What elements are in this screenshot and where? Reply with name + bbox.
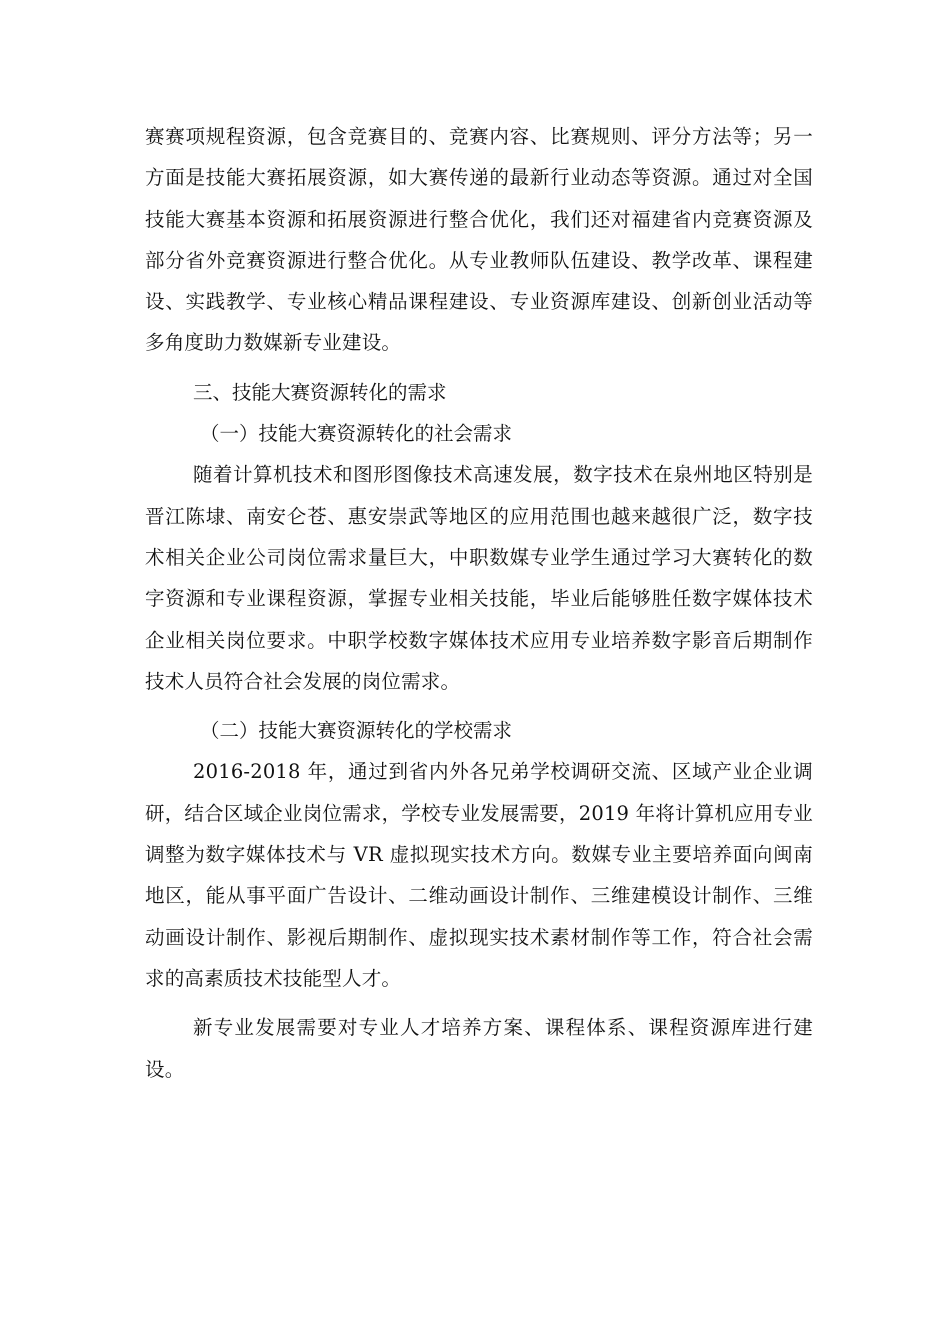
spacer xyxy=(145,702,813,710)
paragraph-school-demand: 2016-2018 年，通过到省内外各兄弟学校调研交流、区域产业企业调研，结合区域企业岗位需求，学校专业发展需要，2019 年将计算机应用专业调整为数字媒体技术与 VR 虚拟现实技术方向。数媒专业主要培养面向闽南地区，能从事平面广告设计、二维动画设计制作、三维建模设计制作、三维动画设计制作、影视后期制作、虚拟现实技术素材制作等工作，符合社会需求的高素质技术技能型人才。 xyxy=(145,760,813,990)
spacer xyxy=(145,999,813,1007)
paragraph-new-major: 新专业发展需要对专业人才培养方案、课程体系、课程资源库进行建设。 xyxy=(145,1016,813,1081)
paragraph-continuation: 赛赛项规程资源，包含竞赛目的、竞赛内容、比赛规则、评分方法等；另一方面是技能大赛拓展资源，如大赛传递的最新行业动态等资源。通过对全国技能大赛基本资源和拓展资源进行整合优化，我们还对福建省内竞赛资源及部分省外竞赛资源进行整合优化。从专业教师队伍建设、教学改革、课程建设、实践教学、专业核心精品课程建设、专业资源库建设、创新创业活动等多角度助力数媒新专业建设。 xyxy=(145,125,813,355)
section-heading-3: 三、技能大赛资源转化的需求 xyxy=(193,380,447,404)
document-body xyxy=(145,116,813,1090)
spacer xyxy=(145,364,813,372)
subsection-heading-school-demand: （二）技能大赛资源转化的学校需求 xyxy=(200,719,513,743)
paragraph-social-demand: 随着计算机技术和图形图像技术高速发展，数字技术在泉州地区特别是晋江陈埭、南安仑苍、惠安崇武等地区的应用范围也越来越很广泛，数字技术相关企业公司岗位需求量巨大，中职数媒专业学生通过学习大赛转化的数字资源和专业课程资源，掌握专业相关技能，毕业后能够胜任数字媒体技术企业相关岗位要求。中职学校数字媒体技术应用专业培养数字影音后期制作技术人员符合社会发展的岗位需求。 xyxy=(145,463,813,693)
subsection-heading-social-demand: （一）技能大赛资源转化的社会需求 xyxy=(200,422,513,446)
